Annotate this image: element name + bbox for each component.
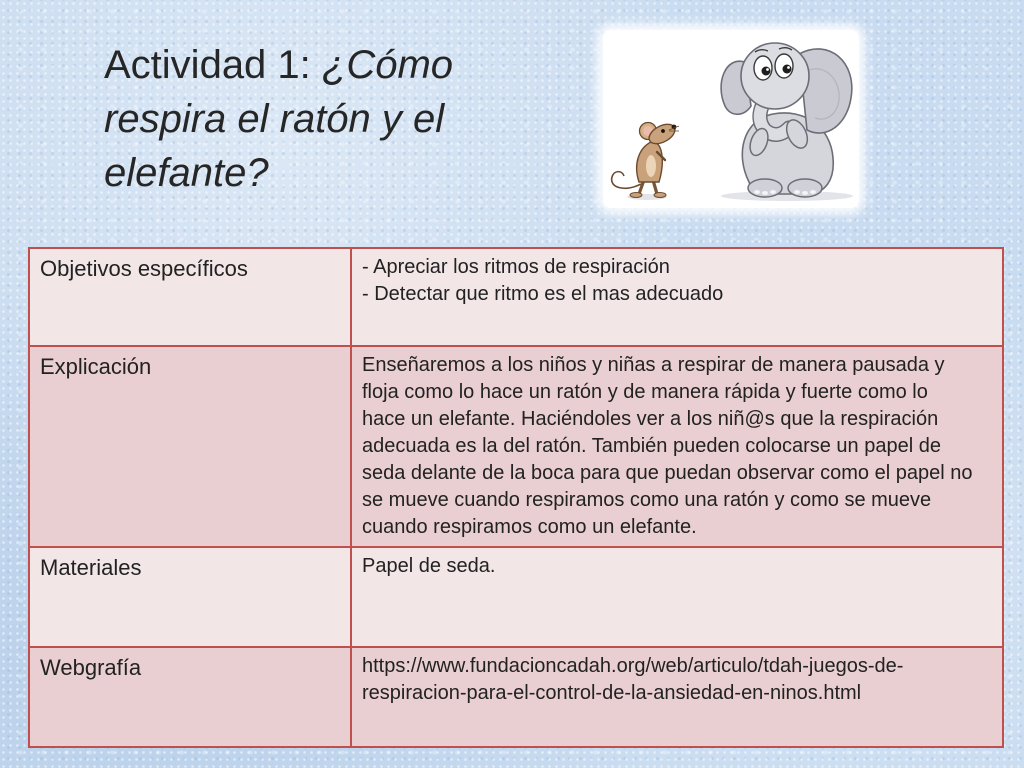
explanation-line: cuando respiramos como un elefante. <box>362 516 697 538</box>
elephant-figure <box>721 43 853 201</box>
activity-label: Actividad 1: <box>104 43 311 87</box>
row-content-explanation <box>352 347 1002 546</box>
row-label-explanation: Explicación <box>30 347 352 546</box>
explanation-line: se mueve cuando respiramos como una ratón y como se mueve <box>362 489 932 511</box>
illustration-svg <box>603 30 859 208</box>
mouse-figure <box>612 120 679 200</box>
explanation-line: hace un elefante. Haciéndoles ver a los niñ@s que la respiración <box>362 408 939 430</box>
table-row-materials <box>30 548 1002 648</box>
row-content-objectives <box>352 249 1002 345</box>
materials-line: Papel de seda. <box>362 555 496 577</box>
row-label-objectives: Objetivos específicos <box>30 249 352 345</box>
slide-title <box>104 38 476 200</box>
row-label-materials: Materiales <box>30 548 352 646</box>
table-row-objectives <box>30 249 1002 347</box>
objective-line: - Apreciar los ritmos de respiración <box>362 256 670 278</box>
activity-question: ¿Cómo respira el ratón y el elefante? <box>104 43 454 195</box>
row-content-materials <box>352 548 1002 646</box>
explanation-line: floja como lo hace un ratón y de manera rápida y fuerte como lo <box>362 381 928 403</box>
activity-table <box>28 247 1004 748</box>
explanation-line: seda delante de la boca para que puedan observar como el papel no <box>362 462 973 484</box>
webgraphy-url-line: respiracion-para-el-control-de-la-ansiedad-en-ninos.html <box>362 682 862 704</box>
row-content-webgraphy <box>352 648 1002 746</box>
explanation-line: Enseñaremos a los niños y niñas a respirar de manera pausada y <box>362 354 945 376</box>
mouse-elephant-illustration <box>603 30 859 208</box>
row-label-webgraphy: Webgrafía <box>30 648 352 746</box>
table-row-explanation <box>30 347 1002 548</box>
explanation-line: adecuada es la del ratón. También pueden colocarse un papel de <box>362 435 941 457</box>
objective-line: - Detectar que ritmo es el mas adecuado <box>362 283 724 305</box>
webgraphy-url-line: https://www.fundacioncadah.org/web/articulo/tdah-juegos-de- <box>362 655 904 677</box>
table-row-webgraphy <box>30 648 1002 746</box>
